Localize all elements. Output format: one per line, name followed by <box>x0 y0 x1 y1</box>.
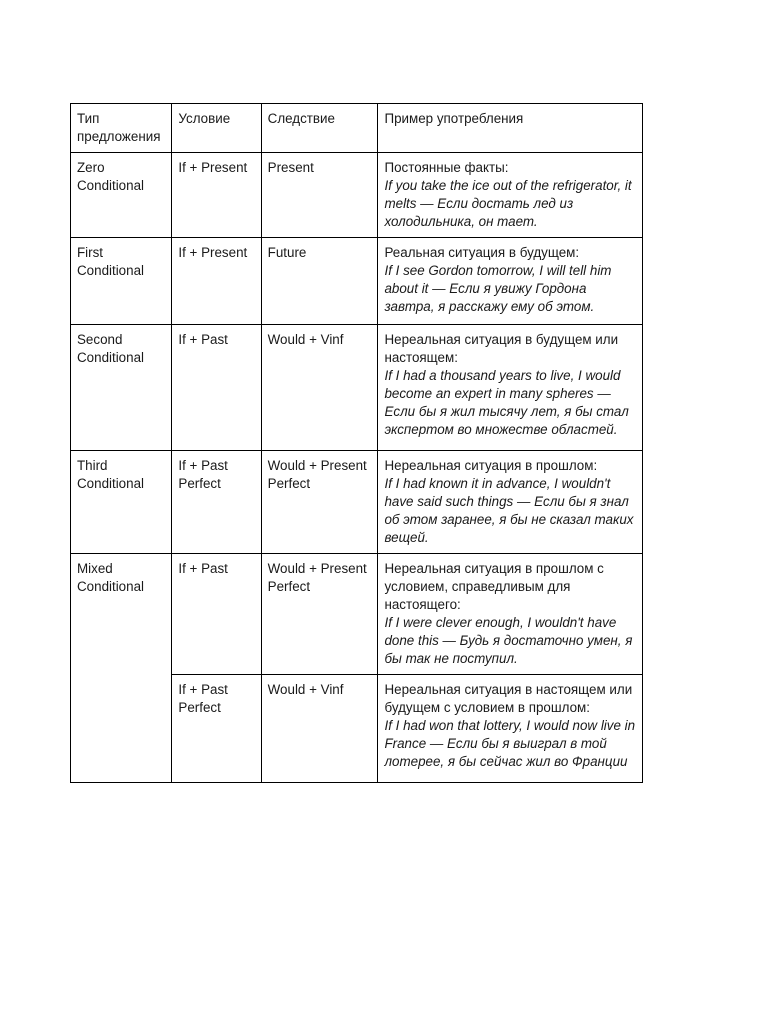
example-sentence: If I had known it in advance, I wouldn't have said such things — Если бы я знал об этом заранее, я бы не сказал таких вещей. <box>384 476 634 545</box>
table-row <box>71 153 643 238</box>
example-sentence: If you take the ice out of the refrigerator, it melts — Если достать лед из холодильника, он тает. <box>384 178 632 229</box>
example-description: Реальная ситуация в будущем: <box>384 245 580 260</box>
cell-consequence: Would + Vinf <box>261 675 378 783</box>
cell-example <box>378 153 643 238</box>
example-sentence: If I see Gordon tomorrow, I will tell him about it — Если я увижу Гордона завтра, я расскажу ему об этом. <box>384 263 612 314</box>
header-type: Тип предложения <box>71 104 172 153</box>
table-row <box>71 451 643 554</box>
example-description: Нереальная ситуация в прошлом с условием, справедливым для настоящего: <box>384 561 604 612</box>
cell-type: Mixed Conditional <box>71 554 172 783</box>
cell-example <box>378 451 643 554</box>
cell-consequence: Would + Vinf <box>261 325 378 451</box>
example-description: Нереальная ситуация в будущем или настоящем: <box>384 332 619 365</box>
cell-consequence: Would + Present Perfect <box>261 554 378 675</box>
example-description: Постоянные факты: <box>384 160 509 175</box>
cell-condition: If + Past Perfect <box>172 675 261 783</box>
cell-condition: If + Present <box>172 238 261 325</box>
table-row <box>71 554 643 675</box>
cell-consequence: Future <box>261 238 378 325</box>
cell-condition: If + Past <box>172 325 261 451</box>
conditionals-table <box>70 103 643 783</box>
cell-condition: If + Past Perfect <box>172 451 261 554</box>
cell-condition: If + Present <box>172 153 261 238</box>
example-description: Нереальная ситуация в прошлом: <box>384 458 598 473</box>
header-consequence: Следствие <box>261 104 378 153</box>
cell-consequence: Present <box>261 153 378 238</box>
example-description: Нереальная ситуация в настоящем или будущем с условием в прошлом: <box>384 682 633 715</box>
cell-example <box>378 238 643 325</box>
cell-type: First Conditional <box>71 238 172 325</box>
table-row <box>71 325 643 451</box>
example-sentence: If I were clever enough, I wouldn't have done this — Будь я достаточно умен, я бы так не поступил. <box>384 615 633 666</box>
table-row <box>71 238 643 325</box>
cell-example <box>378 325 643 451</box>
cell-type: Third Conditional <box>71 451 172 554</box>
header-example: Пример употребления <box>378 104 643 153</box>
cell-type: Second Conditional <box>71 325 172 451</box>
cell-example <box>378 554 643 675</box>
cell-type: Zero Conditional <box>71 153 172 238</box>
cell-consequence: Would + Present Perfect <box>261 451 378 554</box>
cell-condition: If + Past <box>172 554 261 675</box>
header-condition: Условие <box>172 104 261 153</box>
cell-example <box>378 675 643 783</box>
table-header-row <box>71 104 643 153</box>
example-sentence: If I had a thousand years to live, I would become an expert in many spheres — Если бы я жил тысячу лет, я бы стал экспертом во множестве областей. <box>384 368 629 437</box>
example-sentence: If I had won that lottery, I would now live in France — Если бы я выиграл в той лотерее, я бы сейчас жил во Франции <box>384 718 636 769</box>
